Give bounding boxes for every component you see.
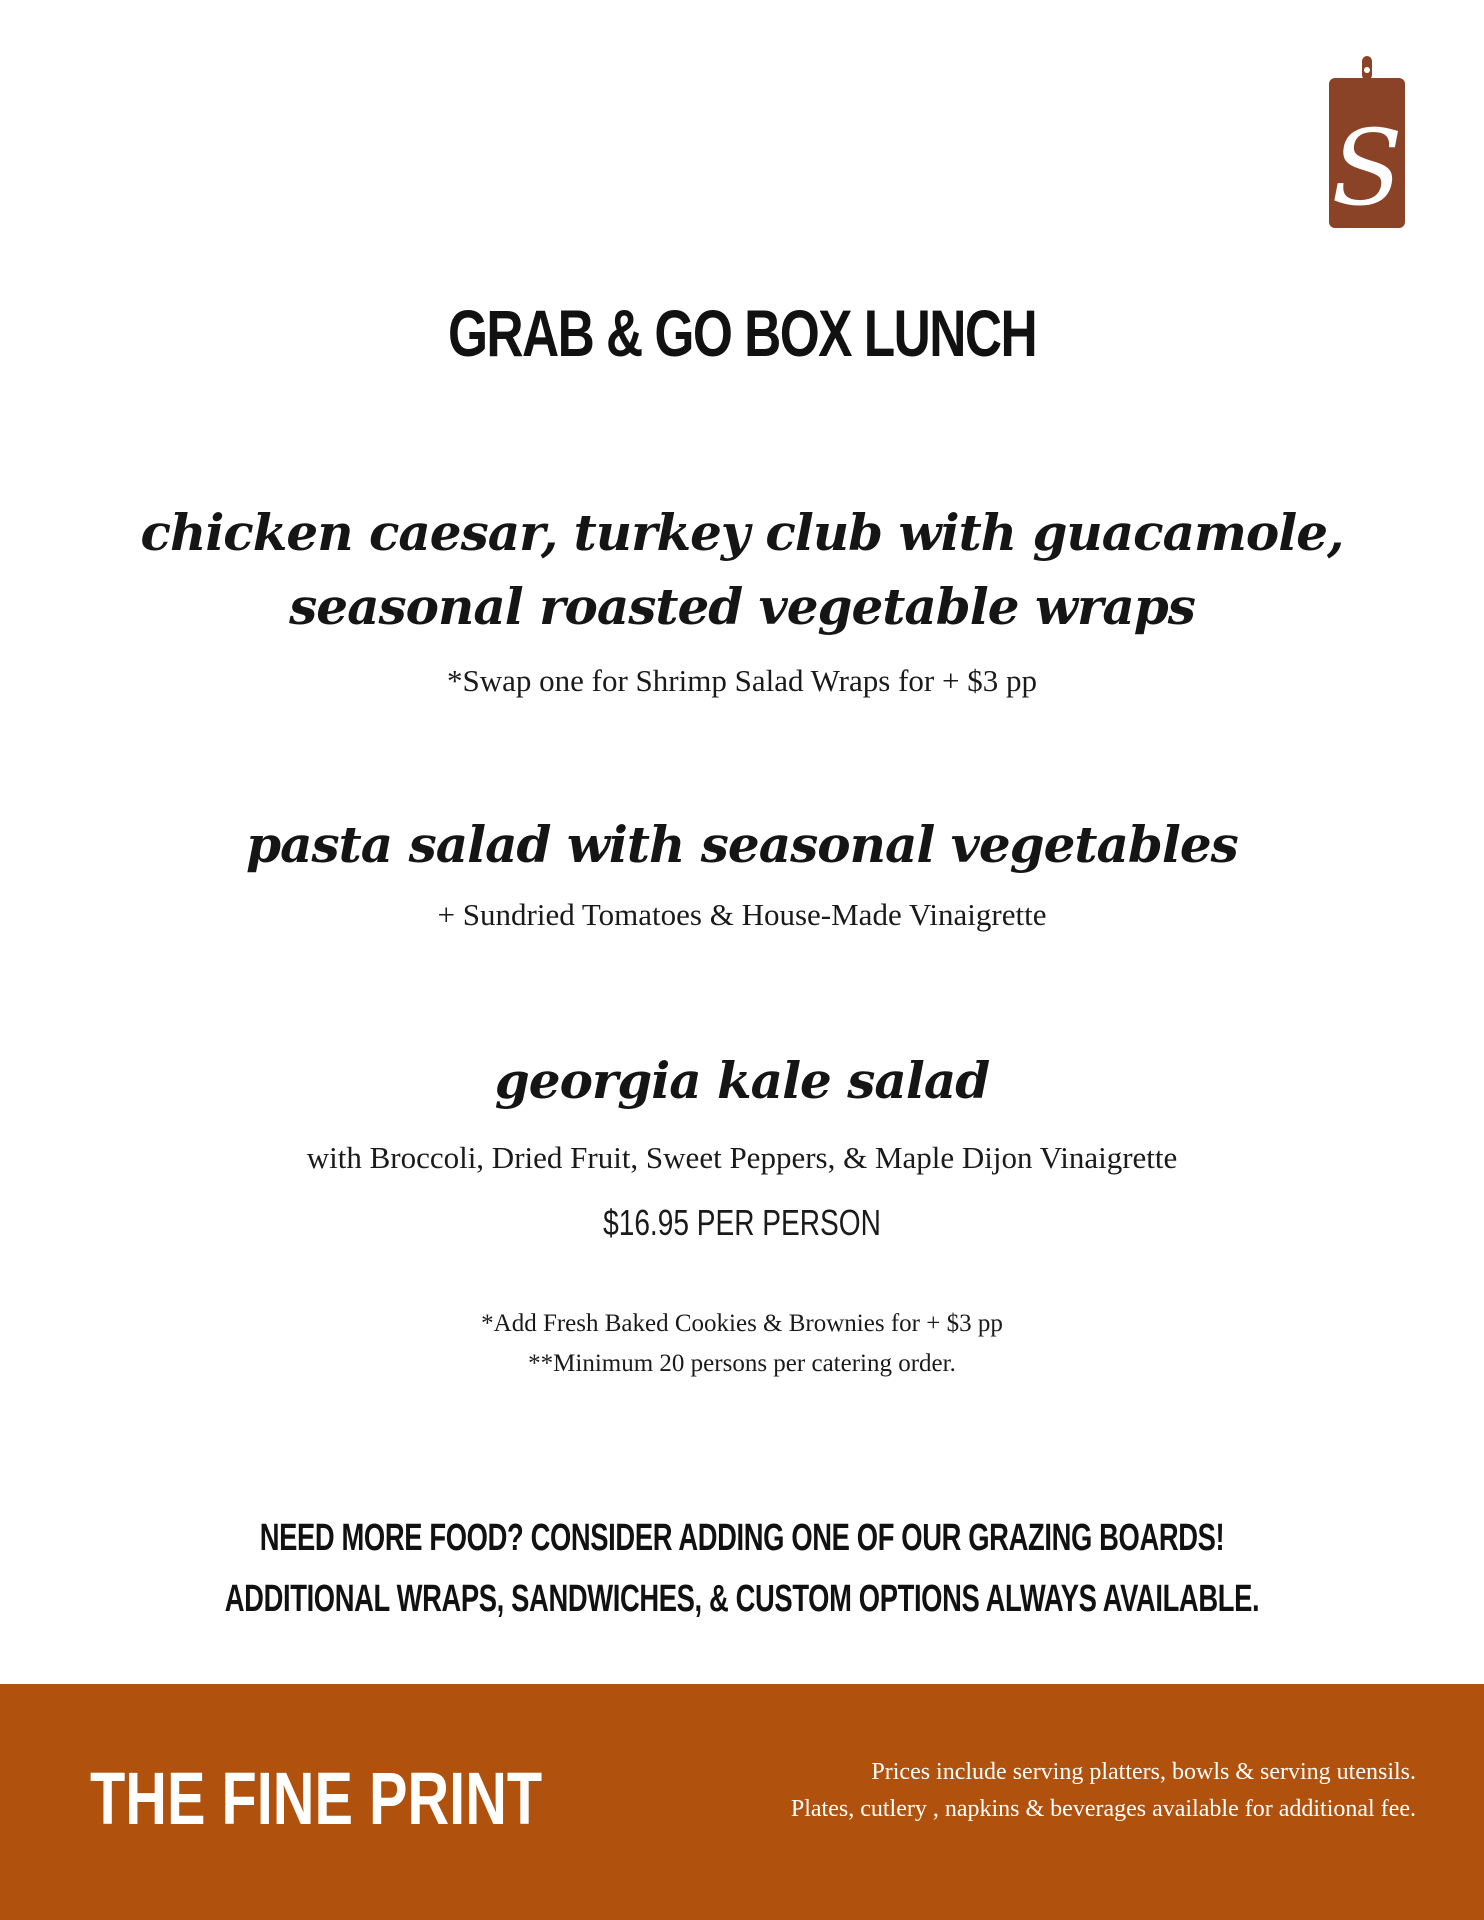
cta-line: ADDITIONAL WRAPS, SANDWICHES, & CUSTOM OPTIONS ALWAYS AVAILABLE. <box>224 1578 1260 1620</box>
section-heading-pasta <box>0 808 1484 882</box>
price-per-person: $16.95 PER PERSON <box>603 1202 881 1243</box>
logo-handle-hole <box>1364 67 1370 73</box>
section-heading-line: georgia kale salad <box>494 1051 990 1110</box>
cutting-board-logo <box>1322 56 1412 228</box>
logo-letter: S <box>1331 107 1403 228</box>
fine-print-title: THE FINE PRINT <box>90 1757 543 1840</box>
call-to-action <box>208 1508 1276 1630</box>
addon-note: **Minimum 20 persons per catering order. <box>528 1350 956 1377</box>
page-title: GRAB & GO BOX LUNCH <box>447 296 1037 370</box>
section-heading-wraps <box>0 496 1484 644</box>
fine-print-line: Prices include serving platters, bowls & serving utensils. <box>871 1759 1416 1785</box>
section-heading-kale <box>0 1044 1484 1118</box>
cta-line: NEED MORE FOOD? CONSIDER ADDING ONE OF OUR GRAZING BOARDS! <box>259 1517 1225 1559</box>
section-note-wraps: *Swap one for Shrimp Salad Wraps for + $3 pp <box>447 663 1037 698</box>
fine-print-footer <box>0 1684 1484 1920</box>
section-note-pasta: + Sundried Tomatoes & House-Made Vinaigrette <box>437 897 1047 932</box>
section-note-kale: with Broccoli, Dried Fruit, Sweet Peppers, & Maple Dijon Vinaigrette <box>306 1140 1178 1175</box>
fine-print-line: Plates, cutlery , napkins & beverages available for additional fee. <box>790 1796 1416 1822</box>
section-heading-line: seasonal roasted vegetable wraps <box>289 577 1195 636</box>
fine-print-text <box>791 1754 1416 1828</box>
section-heading-line: chicken caesar, turkey club with guacamole, <box>140 503 1344 562</box>
section-heading-line: pasta salad with seasonal vegetables <box>246 815 1238 874</box>
addon-note: *Add Fresh Baked Cookies & Brownies for + $3 pp <box>481 1310 1003 1337</box>
addons-notes <box>0 1304 1484 1384</box>
